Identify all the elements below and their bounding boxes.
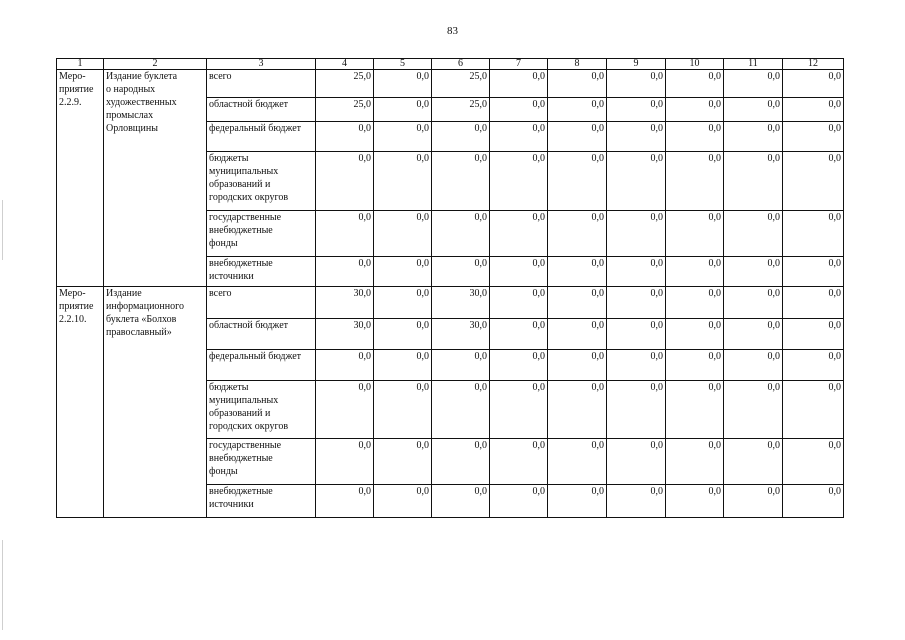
- amount-cell: 0,0: [490, 70, 548, 98]
- funding-source-cell: [207, 287, 316, 319]
- amount-cell: 0,0: [374, 319, 432, 350]
- amount-cell: 0,0: [666, 319, 724, 350]
- amount-cell: 0,0: [490, 439, 548, 485]
- amount-cell: 0,0: [490, 287, 548, 319]
- text-line: городских округов: [209, 192, 289, 203]
- amount-cell: 0,0: [724, 485, 783, 518]
- amount-cell: 0,0: [548, 350, 607, 381]
- amount-cell: 0,0: [490, 122, 548, 152]
- amount-cell: 0,0: [316, 152, 374, 211]
- amount-cell: 30,0: [316, 319, 374, 350]
- amount-cell: 0,0: [316, 257, 374, 287]
- funding-source-cell: [207, 152, 316, 211]
- text-line: буклета «Болхов: [106, 314, 177, 325]
- amount-cell: 0,0: [374, 257, 432, 287]
- column-number-header: 6: [432, 59, 490, 70]
- funding-source-cell: [207, 381, 316, 439]
- amount-cell: 0,0: [724, 350, 783, 381]
- amount-cell: 0,0: [374, 485, 432, 518]
- funding-source-cell: [207, 485, 316, 518]
- amount-cell: 0,0: [432, 485, 490, 518]
- amount-cell: 25,0: [432, 70, 490, 98]
- amount-cell: 0,0: [374, 381, 432, 439]
- funding-source-cell: [207, 211, 316, 257]
- amount-cell: 25,0: [316, 98, 374, 122]
- text-line: государственные: [209, 440, 282, 451]
- amount-cell: 0,0: [666, 211, 724, 257]
- column-number-header: 1: [57, 59, 104, 70]
- amount-cell: 0,0: [374, 152, 432, 211]
- amount-cell: 0,0: [666, 257, 724, 287]
- text-line: Орловщины: [106, 123, 158, 134]
- amount-cell: 0,0: [724, 122, 783, 152]
- amount-cell: 0,0: [490, 350, 548, 381]
- amount-cell: 0,0: [548, 70, 607, 98]
- amount-cell: 0,0: [316, 439, 374, 485]
- scan-margin-line: [2, 540, 3, 630]
- event-name-cell: [104, 70, 207, 287]
- text-line: всего: [209, 71, 232, 82]
- text-line: внебюджетные: [209, 225, 273, 236]
- column-number-header: 11: [724, 59, 783, 70]
- amount-cell: 0,0: [666, 98, 724, 122]
- amount-cell: 0,0: [548, 152, 607, 211]
- amount-cell: 0,0: [374, 439, 432, 485]
- amount-cell: 0,0: [490, 98, 548, 122]
- amount-cell: 0,0: [783, 319, 844, 350]
- amount-cell: 0,0: [607, 350, 666, 381]
- amount-cell: 0,0: [666, 152, 724, 211]
- funding-source-cell: [207, 350, 316, 381]
- amount-cell: 0,0: [783, 287, 844, 319]
- amount-cell: 0,0: [607, 70, 666, 98]
- column-number-header: 10: [666, 59, 724, 70]
- text-line: внебюджетные: [209, 486, 273, 497]
- funding-source-cell: [207, 98, 316, 122]
- text-line: Издание: [106, 288, 142, 299]
- amount-cell: 0,0: [432, 439, 490, 485]
- text-line: художественных: [106, 97, 177, 108]
- amount-cell: 0,0: [724, 257, 783, 287]
- amount-cell: 0,0: [490, 319, 548, 350]
- amount-cell: 0,0: [374, 350, 432, 381]
- text-line: внебюджетные: [209, 258, 273, 269]
- amount-cell: 0,0: [724, 211, 783, 257]
- amount-cell: 0,0: [490, 485, 548, 518]
- funding-source-cell: [207, 257, 316, 287]
- text-line: фонды: [209, 238, 238, 249]
- amount-cell: 0,0: [724, 152, 783, 211]
- amount-cell: 0,0: [548, 211, 607, 257]
- amount-cell: 0,0: [724, 70, 783, 98]
- amount-cell: 30,0: [432, 319, 490, 350]
- amount-cell: 0,0: [666, 485, 724, 518]
- column-number-header: 4: [316, 59, 374, 70]
- amount-cell: 0,0: [374, 287, 432, 319]
- amount-cell: 0,0: [548, 287, 607, 319]
- column-number-header: 7: [490, 59, 548, 70]
- table-row: [57, 70, 844, 98]
- text-line: муниципальных: [209, 166, 279, 177]
- column-number-header: 5: [374, 59, 432, 70]
- amount-cell: 0,0: [783, 70, 844, 98]
- funding-source-cell: [207, 439, 316, 485]
- amount-cell: 0,0: [490, 152, 548, 211]
- amount-cell: 0,0: [316, 350, 374, 381]
- text-line: Меро-: [59, 71, 86, 82]
- amount-cell: 0,0: [316, 381, 374, 439]
- amount-cell: 0,0: [783, 439, 844, 485]
- amount-cell: 0,0: [724, 287, 783, 319]
- amount-cell: 30,0: [432, 287, 490, 319]
- amount-cell: 0,0: [316, 485, 374, 518]
- amount-cell: 0,0: [607, 257, 666, 287]
- amount-cell: 0,0: [490, 211, 548, 257]
- page-number: 83: [447, 25, 458, 37]
- amount-cell: 0,0: [783, 152, 844, 211]
- amount-cell: 0,0: [783, 257, 844, 287]
- column-number-row: [57, 59, 844, 70]
- funding-source-cell: [207, 122, 316, 152]
- text-line: промыслах: [106, 110, 154, 121]
- amount-cell: 0,0: [432, 381, 490, 439]
- amount-cell: 25,0: [316, 70, 374, 98]
- funding-source-cell: [207, 319, 316, 350]
- amount-cell: 25,0: [432, 98, 490, 122]
- amount-cell: 0,0: [783, 381, 844, 439]
- text-line: источники: [209, 499, 254, 510]
- text-line: всего: [209, 288, 232, 299]
- column-number-header: 2: [104, 59, 207, 70]
- text-line: городских округов: [209, 421, 289, 432]
- amount-cell: 0,0: [724, 439, 783, 485]
- text-line: фонды: [209, 466, 238, 477]
- amount-cell: 0,0: [432, 152, 490, 211]
- text-line: федеральный бюджет: [209, 351, 302, 362]
- text-line: бюджеты: [209, 153, 249, 164]
- table-row: [57, 287, 844, 319]
- amount-cell: 0,0: [316, 122, 374, 152]
- amount-cell: 0,0: [432, 211, 490, 257]
- text-line: о народных: [106, 84, 156, 95]
- amount-cell: 0,0: [548, 439, 607, 485]
- amount-cell: 0,0: [374, 211, 432, 257]
- amount-cell: 0,0: [374, 122, 432, 152]
- column-number-header: 9: [607, 59, 666, 70]
- amount-cell: 0,0: [783, 350, 844, 381]
- text-line: приятие: [59, 301, 94, 312]
- amount-cell: 0,0: [548, 381, 607, 439]
- amount-cell: 0,0: [724, 319, 783, 350]
- amount-cell: 0,0: [607, 439, 666, 485]
- amount-cell: 0,0: [607, 319, 666, 350]
- text-line: образований и: [209, 408, 271, 419]
- amount-cell: 0,0: [666, 70, 724, 98]
- text-line: 2.2.9.: [59, 97, 82, 108]
- text-line: бюджеты: [209, 382, 249, 393]
- amount-cell: 0,0: [374, 98, 432, 122]
- amount-cell: 0,0: [666, 350, 724, 381]
- text-line: внебюджетные: [209, 453, 273, 464]
- amount-cell: 0,0: [607, 485, 666, 518]
- amount-cell: 0,0: [548, 257, 607, 287]
- amount-cell: 0,0: [432, 122, 490, 152]
- event-number-cell: [57, 287, 104, 518]
- amount-cell: 0,0: [783, 211, 844, 257]
- text-line: Издание буклета: [106, 71, 178, 82]
- event-number-cell: [57, 70, 104, 287]
- amount-cell: 0,0: [783, 122, 844, 152]
- amount-cell: 0,0: [666, 122, 724, 152]
- text-line: федеральный бюджет: [209, 123, 302, 134]
- amount-cell: 0,0: [374, 70, 432, 98]
- amount-cell: 0,0: [607, 381, 666, 439]
- event-name-cell: [104, 287, 207, 518]
- column-number-header: 12: [783, 59, 844, 70]
- amount-cell: 0,0: [607, 287, 666, 319]
- text-line: православный»: [106, 327, 172, 338]
- text-line: областной бюджет: [209, 99, 289, 110]
- amount-cell: 0,0: [316, 211, 374, 257]
- text-line: Меро-: [59, 288, 86, 299]
- budget-table: [56, 58, 844, 518]
- text-line: источники: [209, 271, 254, 282]
- amount-cell: 0,0: [548, 122, 607, 152]
- amount-cell: 0,0: [666, 439, 724, 485]
- amount-cell: 0,0: [490, 257, 548, 287]
- funding-source-cell: [207, 70, 316, 98]
- amount-cell: 0,0: [548, 485, 607, 518]
- column-number-header: 3: [207, 59, 316, 70]
- amount-cell: 0,0: [548, 319, 607, 350]
- amount-cell: 0,0: [607, 211, 666, 257]
- amount-cell: 0,0: [432, 350, 490, 381]
- scan-margin-line: [2, 200, 3, 260]
- text-line: муниципальных: [209, 395, 279, 406]
- amount-cell: 0,0: [783, 98, 844, 122]
- amount-cell: 0,0: [548, 98, 607, 122]
- amount-cell: 0,0: [724, 98, 783, 122]
- text-line: областной бюджет: [209, 320, 289, 331]
- amount-cell: 0,0: [666, 381, 724, 439]
- amount-cell: 0,0: [666, 287, 724, 319]
- text-line: приятие: [59, 84, 94, 95]
- amount-cell: 0,0: [607, 98, 666, 122]
- amount-cell: 0,0: [607, 122, 666, 152]
- text-line: информационного: [106, 301, 184, 312]
- text-line: образований и: [209, 179, 271, 190]
- amount-cell: 0,0: [783, 485, 844, 518]
- amount-cell: 0,0: [432, 257, 490, 287]
- amount-cell: 0,0: [607, 152, 666, 211]
- amount-cell: 0,0: [490, 381, 548, 439]
- column-number-header: 8: [548, 59, 607, 70]
- amount-cell: 0,0: [724, 381, 783, 439]
- text-line: государственные: [209, 212, 282, 223]
- text-line: 2.2.10.: [59, 314, 87, 325]
- amount-cell: 30,0: [316, 287, 374, 319]
